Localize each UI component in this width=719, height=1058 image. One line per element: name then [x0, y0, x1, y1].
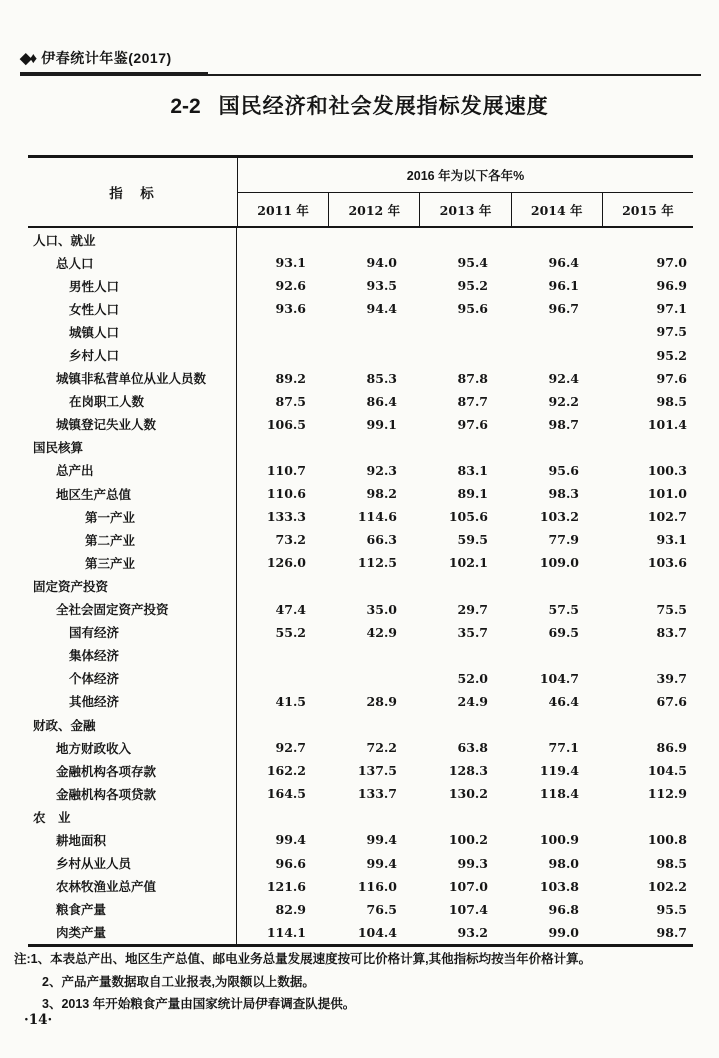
- value-cell: [601, 805, 692, 828]
- value-cell: 97.0: [656, 255, 687, 271]
- value-cell: [510, 644, 601, 667]
- value-cell: [237, 713, 328, 736]
- value-cell: 83.7: [656, 624, 687, 640]
- value-cell: 52.0: [457, 670, 488, 686]
- value-cell: [510, 713, 601, 736]
- value-cell: 72.2: [366, 740, 397, 756]
- row-label: 男性人口: [28, 274, 237, 297]
- value-cell: [237, 805, 328, 828]
- table-row: [28, 413, 693, 436]
- row-label: 人口、就业: [28, 228, 237, 251]
- value-cell: 126.0: [266, 555, 306, 571]
- value-cell: 94.4: [366, 301, 397, 317]
- table-row: [28, 482, 693, 505]
- value-cell: 99.4: [275, 832, 306, 848]
- row-label: 其他经济: [28, 690, 237, 713]
- value-cell: 87.5: [275, 393, 306, 409]
- value-cell: 100.3: [647, 462, 687, 478]
- row-label: 耕地面积: [28, 828, 237, 851]
- row-label: 粮食产量: [28, 898, 237, 921]
- row-label: 女性人口: [28, 297, 237, 320]
- value-cell: 35.0: [366, 601, 397, 617]
- value-cell: [419, 805, 510, 828]
- value-cell: 104.7: [539, 670, 579, 686]
- table-row: [28, 274, 693, 297]
- value-cell: 97.6: [457, 416, 488, 432]
- value-cell: [328, 574, 419, 597]
- value-cell: 100.2: [448, 832, 488, 848]
- value-cell: 96.1: [548, 278, 579, 294]
- table-header: [28, 158, 693, 228]
- row-label: 国有经济: [28, 621, 237, 644]
- value-cell: 102.1: [448, 555, 488, 571]
- value-cell: 96.4: [548, 255, 579, 271]
- value-cell: [419, 343, 510, 366]
- value-cell: [419, 574, 510, 597]
- value-cell: 92.2: [548, 393, 579, 409]
- value-cell: 119.4: [539, 763, 579, 779]
- value-cell: [419, 436, 510, 459]
- row-label: 乡村人口: [28, 343, 237, 366]
- value-cell: 164.5: [266, 786, 306, 802]
- value-cell: 97.5: [656, 324, 687, 340]
- row-label: 国民核算: [28, 436, 237, 459]
- value-cell: [328, 228, 419, 251]
- value-cell: 114.1: [266, 924, 306, 940]
- value-cell: 107.4: [448, 901, 488, 917]
- value-cell: 93.1: [656, 532, 687, 548]
- value-cell: [510, 228, 601, 251]
- value-cell: 104.4: [357, 924, 397, 940]
- table-row: [28, 367, 693, 390]
- table-row: [28, 828, 693, 851]
- value-cell: 101.0: [647, 486, 687, 502]
- indicator-column-header: 指 标: [28, 158, 238, 226]
- table-row: [28, 320, 693, 343]
- value-cell: [328, 644, 419, 667]
- row-label: 第三产业: [28, 551, 237, 574]
- value-cell: 98.0: [548, 855, 579, 871]
- value-cell: 99.1: [366, 416, 397, 432]
- value-cell: 92.4: [548, 370, 579, 386]
- value-cell: [237, 644, 328, 667]
- header-right-block: [238, 158, 693, 226]
- value-cell: [601, 644, 692, 667]
- row-label: 农 业: [28, 805, 237, 828]
- value-cell: 83.1: [457, 462, 488, 478]
- row-label: 在岗职工人数: [28, 390, 237, 413]
- value-cell: 137.5: [357, 763, 397, 779]
- table-body: [28, 228, 693, 944]
- year-column-header: 2015 年: [622, 202, 674, 218]
- value-cell: 92.3: [366, 462, 397, 478]
- value-cell: 95.6: [457, 301, 488, 317]
- value-cell: [419, 644, 510, 667]
- footnote-line: 2、产品产量数据取自工业报表,为限额以上数据。: [42, 974, 315, 989]
- value-cell: [328, 713, 419, 736]
- table-row: [28, 251, 693, 274]
- table-row: [28, 898, 693, 921]
- value-cell: 106.5: [266, 416, 306, 432]
- table-row: [28, 505, 693, 528]
- value-cell: 99.0: [548, 924, 579, 940]
- value-cell: 59.5: [457, 532, 488, 548]
- value-cell: 93.5: [366, 278, 397, 294]
- row-label: 总产出: [28, 459, 237, 482]
- value-cell: 101.4: [647, 416, 687, 432]
- header-rule-thin: [20, 74, 701, 76]
- value-cell: 118.4: [539, 786, 579, 802]
- value-cell: 82.9: [275, 901, 306, 917]
- value-cell: 109.0: [539, 555, 579, 571]
- table-row: [28, 736, 693, 759]
- table-row: [28, 528, 693, 551]
- table-row: [28, 551, 693, 574]
- value-cell: 97.6: [656, 370, 687, 386]
- value-cell: 57.5: [548, 601, 579, 617]
- value-cell: [419, 228, 510, 251]
- statistics-table: [28, 155, 693, 947]
- value-cell: 99.4: [366, 855, 397, 871]
- value-cell: [237, 320, 328, 343]
- value-cell: 95.4: [457, 255, 488, 271]
- value-cell: 86.9: [656, 740, 687, 756]
- value-cell: 100.8: [647, 832, 687, 848]
- footnote-line: 3、2013 年开始粮食产量由国家统计局伊春调查队提供。: [42, 997, 356, 1011]
- value-cell: 95.5: [656, 901, 687, 917]
- row-label: 全社会固定资产投资: [28, 598, 237, 621]
- value-cell: [601, 713, 692, 736]
- value-cell: 128.3: [448, 763, 488, 779]
- table-number: 2-2: [170, 95, 201, 118]
- value-cell: 105.6: [448, 509, 488, 525]
- year-column-header: 2013 年: [420, 193, 511, 226]
- value-cell: [510, 805, 601, 828]
- year-column-header: 2014 年: [512, 193, 603, 226]
- value-cell: 93.2: [457, 924, 488, 940]
- row-label: 第一产业: [28, 505, 237, 528]
- value-cell: 39.7: [656, 670, 687, 686]
- value-cell: [328, 667, 419, 690]
- value-cell: 35.7: [457, 624, 488, 640]
- diamond-icons: ◆♦: [20, 50, 36, 67]
- page-title: [0, 90, 719, 120]
- value-cell: [419, 320, 510, 343]
- page-number: ·14·: [24, 1012, 53, 1028]
- row-label: 总人口: [28, 251, 237, 274]
- row-label: 金融机构各项贷款: [28, 782, 237, 805]
- value-cell: 97.1: [656, 301, 687, 317]
- value-cell: 76.5: [366, 901, 397, 917]
- value-cell: 73.2: [275, 532, 306, 548]
- table-row: [28, 343, 693, 366]
- table-title-text: 国民经济和社会发展指标发展速度: [218, 95, 549, 118]
- table-row: [28, 759, 693, 782]
- value-cell: 92.6: [275, 278, 306, 294]
- table-row: [28, 805, 693, 828]
- row-label: 第二产业: [28, 528, 237, 551]
- value-cell: [510, 436, 601, 459]
- value-cell: 116.0: [357, 878, 397, 894]
- value-cell: 93.6: [275, 301, 306, 317]
- value-cell: [237, 436, 328, 459]
- table-row: [28, 644, 693, 667]
- value-cell: 121.6: [266, 878, 306, 894]
- table-row: [28, 436, 693, 459]
- table-row: [28, 875, 693, 898]
- value-cell: 92.7: [275, 740, 306, 756]
- year-column-header: 2011 年: [238, 193, 329, 226]
- value-cell: 75.5: [656, 601, 687, 617]
- value-cell: 98.7: [656, 924, 687, 940]
- value-cell: 103.6: [647, 555, 687, 571]
- value-cell: 47.4: [275, 601, 306, 617]
- value-cell: 133.3: [266, 509, 306, 525]
- row-label: 金融机构各项存款: [28, 759, 237, 782]
- value-cell: [328, 343, 419, 366]
- value-cell: 63.8: [457, 740, 488, 756]
- value-cell: 77.9: [548, 532, 579, 548]
- value-cell: 42.9: [366, 624, 397, 640]
- table-row: [28, 598, 693, 621]
- value-cell: 93.1: [275, 255, 306, 271]
- year-column-header: 2012 年: [329, 193, 420, 226]
- value-cell: 103.8: [539, 878, 579, 894]
- value-cell: [601, 228, 692, 251]
- value-cell: 89.1: [457, 486, 488, 502]
- value-cell: [419, 713, 510, 736]
- value-cell: 85.3: [366, 370, 397, 386]
- value-cell: 98.7: [548, 416, 579, 432]
- value-cell: [601, 436, 692, 459]
- value-cell: 66.3: [366, 532, 397, 548]
- value-cell: [237, 667, 328, 690]
- value-cell: 96.7: [548, 301, 579, 317]
- table-row: [28, 852, 693, 875]
- value-cell: 98.2: [366, 486, 397, 502]
- value-cell: 112.5: [357, 555, 397, 571]
- value-cell: 67.6: [656, 693, 687, 709]
- row-label: 财政、金融: [28, 713, 237, 736]
- value-cell: 89.2: [275, 370, 306, 386]
- row-label: 地区生产总值: [28, 482, 237, 505]
- value-cell: 96.8: [548, 901, 579, 917]
- table-row: [28, 782, 693, 805]
- table-row: [28, 621, 693, 644]
- value-cell: [328, 805, 419, 828]
- value-cell: 29.7: [457, 601, 488, 617]
- table-row: [28, 690, 693, 713]
- value-cell: 28.9: [366, 693, 397, 709]
- value-cell: 95.6: [548, 462, 579, 478]
- table-row: [28, 297, 693, 320]
- value-cell: 95.2: [656, 347, 687, 363]
- footnotes: [14, 948, 709, 1016]
- value-cell: [328, 320, 419, 343]
- year-header-row: [238, 193, 693, 226]
- table-row: [28, 574, 693, 597]
- value-cell: 96.6: [275, 855, 306, 871]
- value-cell: [237, 228, 328, 251]
- row-label: 肉类产量: [28, 921, 237, 944]
- value-cell: 110.6: [266, 486, 306, 502]
- table-row: [28, 921, 693, 944]
- value-cell: 107.0: [448, 878, 488, 894]
- value-cell: 77.1: [548, 740, 579, 756]
- value-cell: 46.4: [548, 693, 579, 709]
- value-cell: 112.9: [647, 786, 687, 802]
- value-cell: 87.8: [457, 370, 488, 386]
- value-cell: 69.5: [548, 624, 579, 640]
- value-cell: 103.2: [539, 509, 579, 525]
- value-cell: [510, 320, 601, 343]
- table-row: [28, 713, 693, 736]
- value-cell: 95.2: [457, 278, 488, 294]
- table-row: [28, 459, 693, 482]
- value-cell: 99.4: [366, 832, 397, 848]
- value-cell: 87.7: [457, 393, 488, 409]
- row-label: 集体经济: [28, 644, 237, 667]
- value-cell: 102.7: [647, 509, 687, 525]
- value-cell: 104.5: [647, 763, 687, 779]
- value-cell: 102.2: [647, 878, 687, 894]
- value-cell: 24.9: [457, 693, 488, 709]
- value-cell: 41.5: [275, 693, 306, 709]
- row-label: 城镇登记失业人数: [28, 413, 237, 436]
- value-cell: 100.9: [539, 832, 579, 848]
- value-cell: 133.7: [357, 786, 397, 802]
- row-label: 固定资产投资: [28, 574, 237, 597]
- value-cell: 114.6: [357, 509, 397, 525]
- value-cell: [237, 574, 328, 597]
- table-row: [28, 390, 693, 413]
- value-cell: 162.2: [266, 763, 306, 779]
- running-head: [20, 48, 172, 68]
- footnote-line: 注:1、本表总产出、地区生产总值、邮电业务总量发展速度按可比价格计算,其他指标均按当年价格计算。: [14, 952, 592, 966]
- row-label: 个体经济: [28, 667, 237, 690]
- table-row: [28, 228, 693, 251]
- value-cell: 98.3: [548, 486, 579, 502]
- table-row: [28, 667, 693, 690]
- value-cell: 86.4: [366, 393, 397, 409]
- value-cell: [237, 343, 328, 366]
- row-label: 城镇人口: [28, 320, 237, 343]
- value-cell: 96.9: [656, 278, 687, 294]
- value-cell: [510, 574, 601, 597]
- value-cell: [510, 343, 601, 366]
- value-cell: 98.5: [656, 855, 687, 871]
- value-cell: 99.3: [457, 855, 488, 871]
- value-cell: 55.2: [275, 624, 306, 640]
- value-cell: 110.7: [266, 462, 306, 478]
- value-cell: 94.0: [366, 255, 397, 271]
- row-label: 地方财政收入: [28, 736, 237, 759]
- span-header: 2016 年为以下各年%: [238, 158, 693, 193]
- yearbook-title: 伊春统计年鉴(2017): [41, 50, 172, 66]
- value-cell: 130.2: [448, 786, 488, 802]
- row-label: 乡村从业人员: [28, 852, 237, 875]
- row-label: 城镇非私营单位从业人员数: [28, 367, 237, 390]
- row-label: 农林牧渔业总产值: [28, 875, 237, 898]
- value-cell: 98.5: [656, 393, 687, 409]
- value-cell: [328, 436, 419, 459]
- value-cell: [601, 574, 692, 597]
